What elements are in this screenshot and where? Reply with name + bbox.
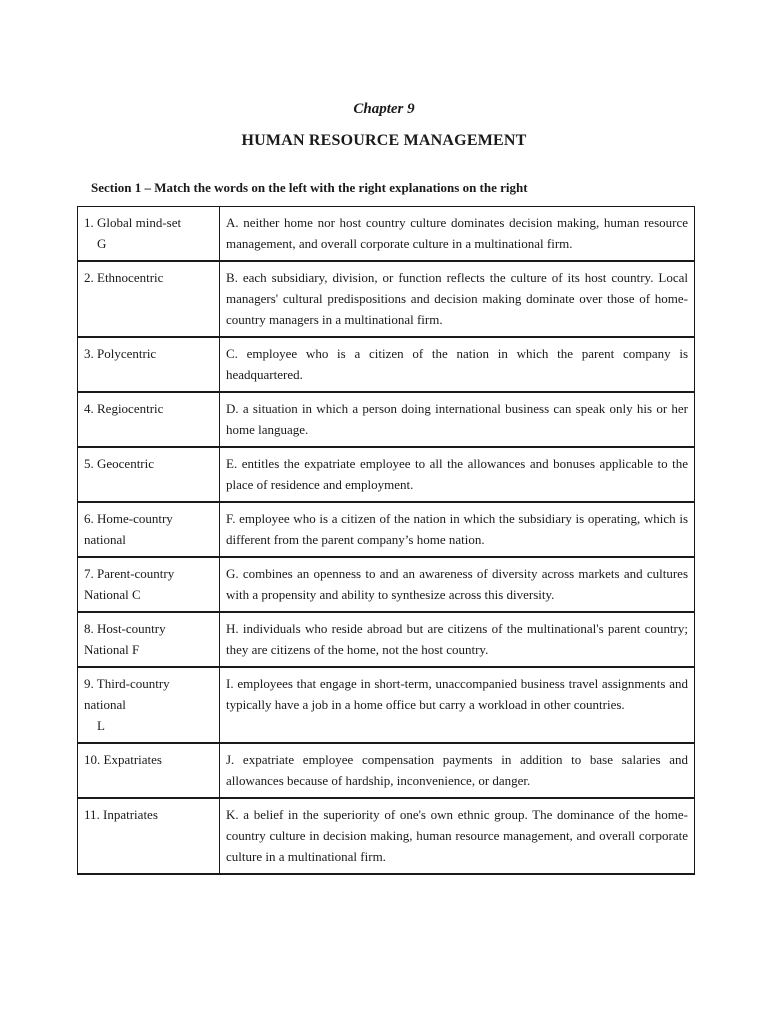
definition-cell: E. entitles the expatriate employee to all the allowances and bonuses applicable to the place of residence and employment. (220, 447, 695, 502)
term-label: 8. Host-country National F (84, 621, 166, 657)
term-cell (78, 261, 220, 337)
term-cell (78, 667, 220, 743)
term-label: 4. Regiocentric (84, 401, 164, 416)
table-row (78, 392, 695, 447)
term-cell (78, 502, 220, 557)
definition-cell: B. each subsidiary, division, or function reflects the culture of its host country. Local managers' cultural predispositions and decision making dominate over those of home-country managers in a multinational firm. (220, 261, 695, 337)
term-cell (78, 337, 220, 392)
definition-cell: C. employee who is a citizen of the nation in which the parent company is headquartered. (220, 337, 695, 392)
term-label: 11. Inpatriates (84, 807, 158, 822)
term-label: 7. Parent-country National C (84, 566, 175, 602)
term-label: 6. Home-country national (84, 511, 173, 547)
table-row (78, 502, 695, 557)
table-row (78, 447, 695, 502)
definition-cell: K. a belief in the superiority of one's own ethnic group. The dominance of the home-country culture in decision making, human resource management, and overall corporate culture in a multinational firm. (220, 798, 695, 874)
table-row (78, 798, 695, 874)
definition-cell: D. a situation in which a person doing international business can speak only his or her home language. (220, 392, 695, 447)
definition-cell: F. employee who is a citizen of the nation in which the subsidiary is operating, which is different from the parent company’s home nation. (220, 502, 695, 557)
term-cell (78, 207, 220, 262)
table-row (78, 612, 695, 667)
term-label: 5. Geocentric (84, 456, 155, 471)
chapter-label: Chapter 9 (353, 101, 415, 117)
matching-table (77, 206, 695, 875)
definition-cell: I. employees that engage in short-term, unaccompanied business travel assignments and typically have a job in a home office but carry a workload in other countries. (220, 667, 695, 743)
term-cell (78, 447, 220, 502)
definition-cell: J. expatriate employee compensation payments in addition to base salaries and allowances because of hardship, inconvenience, or danger. (220, 743, 695, 798)
page-title: HUMAN RESOURCE MANAGEMENT (241, 132, 527, 149)
table-row (78, 207, 695, 262)
term-label: 3. Polycentric (84, 346, 157, 361)
term-cell (78, 392, 220, 447)
table-row (78, 261, 695, 337)
term-cell (78, 743, 220, 798)
term-label: 9. Third-country national (84, 676, 170, 712)
table-row (78, 557, 695, 612)
table-row (78, 337, 695, 392)
definition-cell: H. individuals who reside abroad but are citizens of the multinational's parent country; they are citizens of the home, not the host country. (220, 612, 695, 667)
term-label: 10. Expatriates (84, 752, 162, 767)
table-row (78, 743, 695, 798)
term-label: 2. Ethnocentric (84, 270, 164, 285)
table-row (78, 667, 695, 743)
term-cell (78, 612, 220, 667)
section-heading: Section 1 – Match the words on the left with the right explanations on the right (91, 180, 528, 195)
term-cell (78, 557, 220, 612)
answer-letter: L (97, 718, 105, 733)
definition-cell: G. combines an openness to and an awareness of diversity across markets and cultures with a propensity and ability to synthesize across this diversity. (220, 557, 695, 612)
term-label: 1. Global mind-set (84, 215, 182, 230)
definition-cell: A. neither home nor host country culture dominates decision making, human resource management, and overall corporate culture in a multinational firm. (220, 207, 695, 262)
matching-table-body (78, 207, 695, 875)
answer-letter: G (97, 236, 107, 251)
term-cell (78, 798, 220, 874)
